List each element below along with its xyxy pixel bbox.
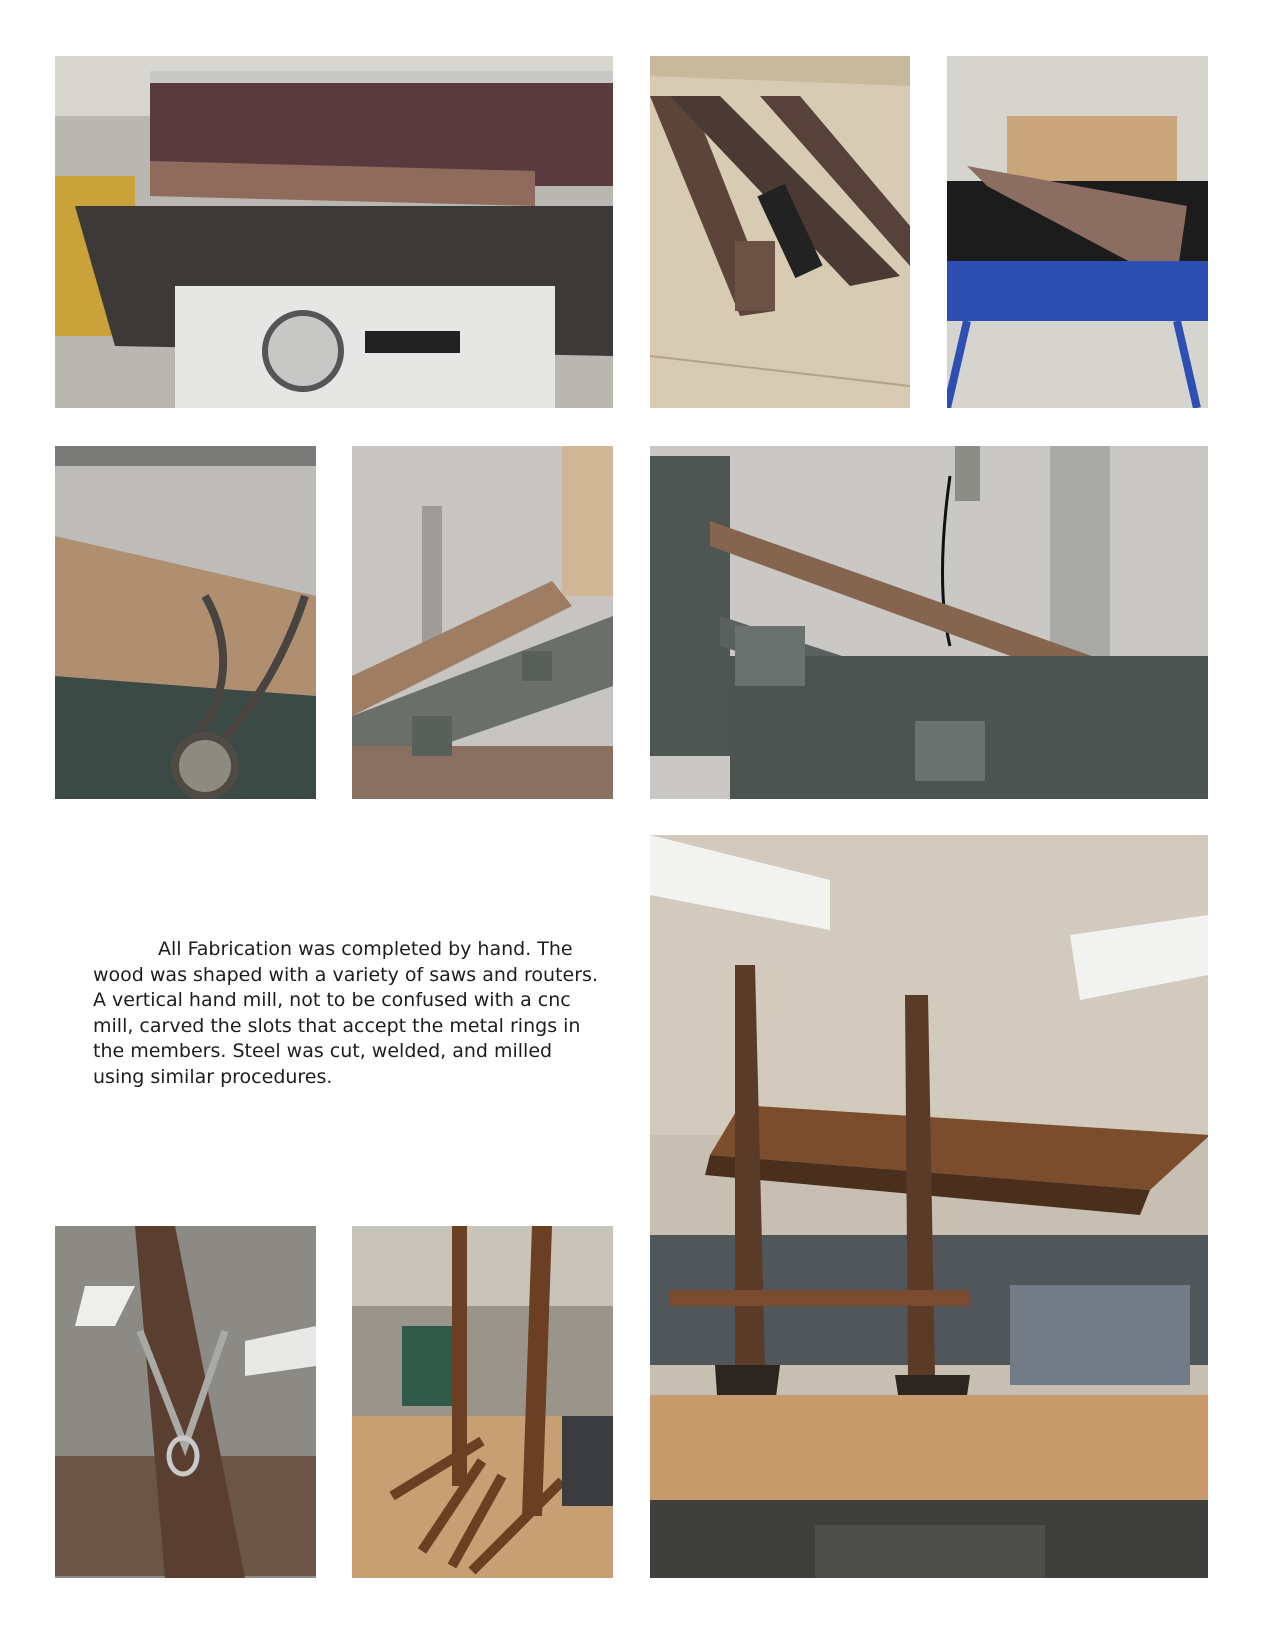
fabrication-caption: All Fabrication was completed by hand. The wood was shaped with a variety of saws and routers. A vertical hand mill, not to be confused with a cnc mill, carved the slots that accept the metal rings in the members. Steel was cut, welded, and milled using similar procedures. bbox=[93, 938, 598, 1088]
lathe-shavings-photo bbox=[55, 446, 316, 799]
assembled-stool-photo bbox=[650, 835, 1208, 1578]
dry-fit-photo bbox=[352, 1226, 613, 1578]
lathe-turning-photo bbox=[352, 446, 613, 799]
lathe-closeup-photo bbox=[650, 446, 1208, 799]
edge-sander-photo bbox=[55, 56, 613, 408]
rope-ring-photo bbox=[55, 1226, 316, 1578]
table-saw-photo bbox=[947, 56, 1208, 408]
walnut-stock-photo bbox=[650, 56, 910, 408]
